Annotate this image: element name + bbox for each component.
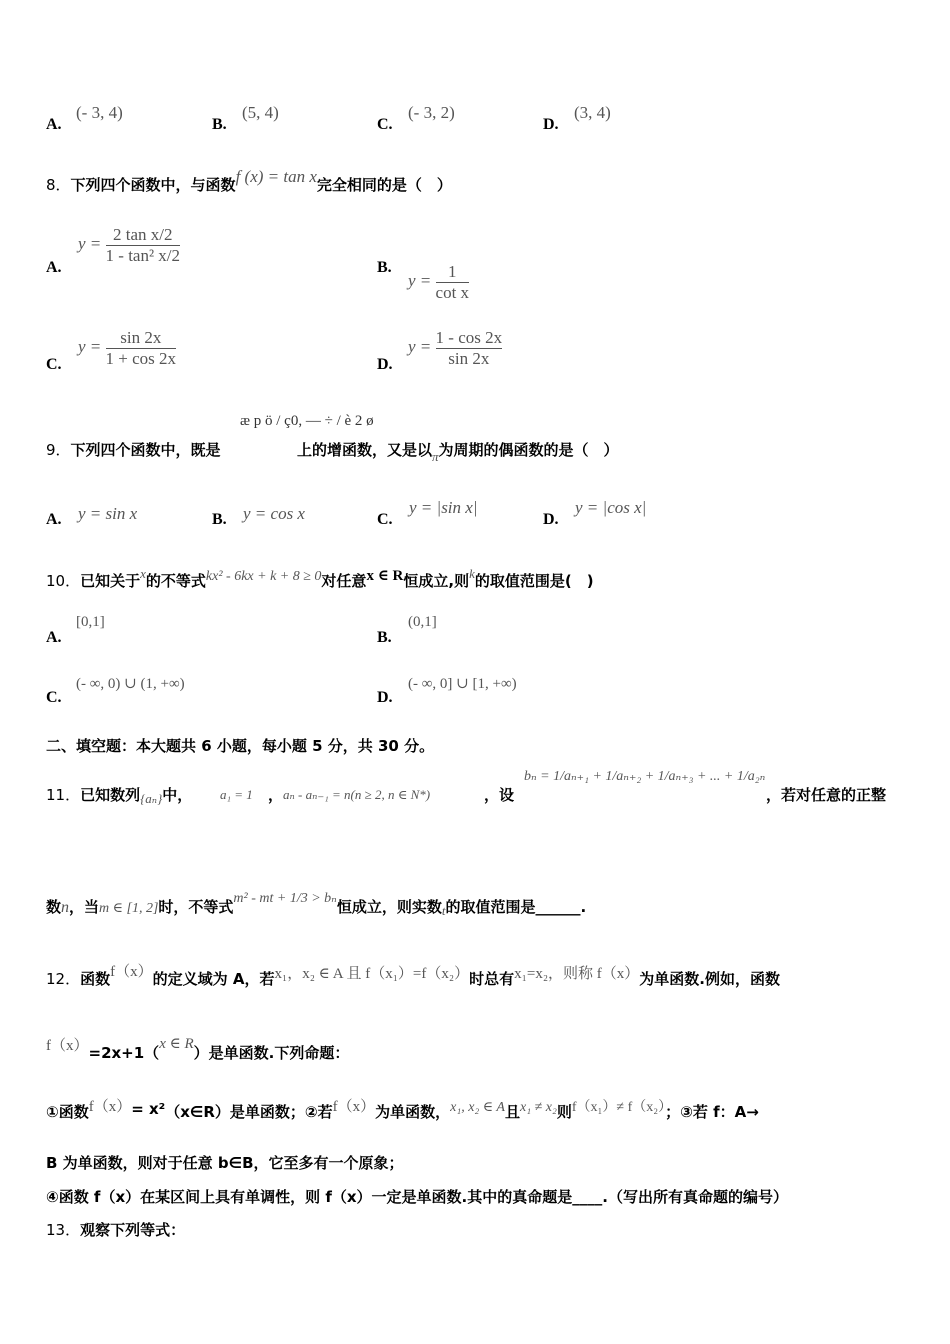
q8-option-d-formula: y = $\frac{1 - \cos 2x}{\sin 2x}$ [408,328,503,368]
q12-propositions: ①函数f（x）= x²（x∈R）是单函数；②若f（x）为单函数，x₁, x₂ ∈ A且x₁ ≠ x₂则f（x₁）≠ f（x₂）；③若 f：A→ [46,1099,759,1121]
q9-stem: 9．下列四个函数中，既是 [46,441,221,459]
q7-option-b-label: B. [212,116,227,133]
q8-option-b-label: B. [377,259,392,276]
q7-option-a-label: A. [46,116,62,133]
q7-option-d-value: (3, 4) [574,103,611,122]
q8-option-d-label: D. [377,356,393,373]
q10-option-c-value: (- ∞, 0) ∪ (1, +∞) [76,676,185,692]
q9-option-a-label: A. [46,511,62,528]
q10-option-a-value: [0,1] [76,614,105,630]
section-title: 二、填空题：本大题共 6 小题，每小题 5 分，共 30 分。 [46,737,435,755]
q11-stem: 11．已知数列{aₙ}中， [46,786,193,806]
q9-option-d-label: D. [543,511,559,528]
q12-stem: 12．函数f（x）的定义域为 A，若x₁，x₂ ∈ A 且 f（x₁）=f（x₂）时总有x₁=x₂，则称 f（x）为单函数.例如，函数 [46,964,780,988]
q9-option-c-label: C. [377,511,393,528]
q10-option-d-value: (- ∞, 0] ∪ [1, +∞) [408,676,517,692]
q7-option-b-value: (5, 4) [242,103,279,122]
q7-option-d-label: D. [543,116,559,133]
q10-option-a-label: A. [46,629,62,646]
q11-line2: 数n，当m ∈ [1, 2]时，不等式m² - mt + 1/3 > bₙ恒成立，则实数t的取值范围是______. [46,891,587,918]
q11-text3: ，设 [484,786,515,804]
q7-option-c-label: C. [377,116,393,133]
q9-option-c-value: y = |sin x| [409,498,478,517]
q8-option-a-formula: y = $\frac{\text{2 tan x/2}}{\text{1 - tan² x/2}}$ [78,225,181,265]
q10-option-b-label: B. [377,629,392,646]
q10-option-d-label: D. [377,689,393,706]
q8-option-c-label: C. [46,356,62,373]
q9-option-b-label: B. [212,511,227,528]
q12-line5: ④函数 f（x）在某区间上具有单调性，则 f（x）一定是单函数.其中的真命题是____.（写出所有真命题的编号） [46,1188,788,1206]
q11-text4: ，若对任意的正整 [766,786,887,804]
q7-option-a-value: (- 3, 4) [76,103,123,122]
q9-option-d-value: y = |cos x| [575,498,647,517]
q8-option-b-formula: y = $\frac{1}{\text{cot x}}$ [408,262,470,302]
q9-stem-cont: 上的增函数，又是以π为周期的偶函数的是（ ） [297,441,619,464]
q11-sep: ， [268,786,284,804]
q12-line4: B 为单函数，则对于任意 b∈B，它至多有一个原象； [46,1154,404,1172]
q10-stem: 10．已知关于x的不等式kx² - 6kx + k + 8 ≥ 0对任意x ∈ R恒成立,则k的取值范围是( ) [46,566,594,590]
q11-a1: a₁ = 1 [220,787,253,802]
q8-stem: 8．下列四个函数中，与函数f (x) = tan x完全相同的是（ ） [46,167,452,194]
q9-option-a-value: y = sin x [78,504,138,523]
q7-option-c-value: (- 3, 2) [408,103,455,122]
q11-recurrence: aₙ - aₙ₋₁ = n(n ≥ 2, n ∈ N*) [283,787,431,802]
q10-option-b-value: (0,1] [408,614,437,630]
q9-option-b-value: y = cos x [243,504,305,523]
q9-interval: æ p ö / ç0, — ÷ / è 2 ø [240,413,374,429]
q12-example: f（x）=2x+1（x ∈ R）是单函数.下列命题： [46,1036,350,1062]
q8-option-c-formula: y = $\frac{\sin 2x}{1 + \cos 2x}$ [78,328,177,368]
q11-bn: bₙ = 1/aₙ₊₁ + 1/aₙ₊₂ + 1/aₙ₊₃ + ... + 1/a₂ₙ [524,769,766,784]
q8-option-a-label: A. [46,259,62,276]
q10-option-c-label: C. [46,689,62,706]
q13-stem: 13．观察下列等式： [46,1221,186,1239]
